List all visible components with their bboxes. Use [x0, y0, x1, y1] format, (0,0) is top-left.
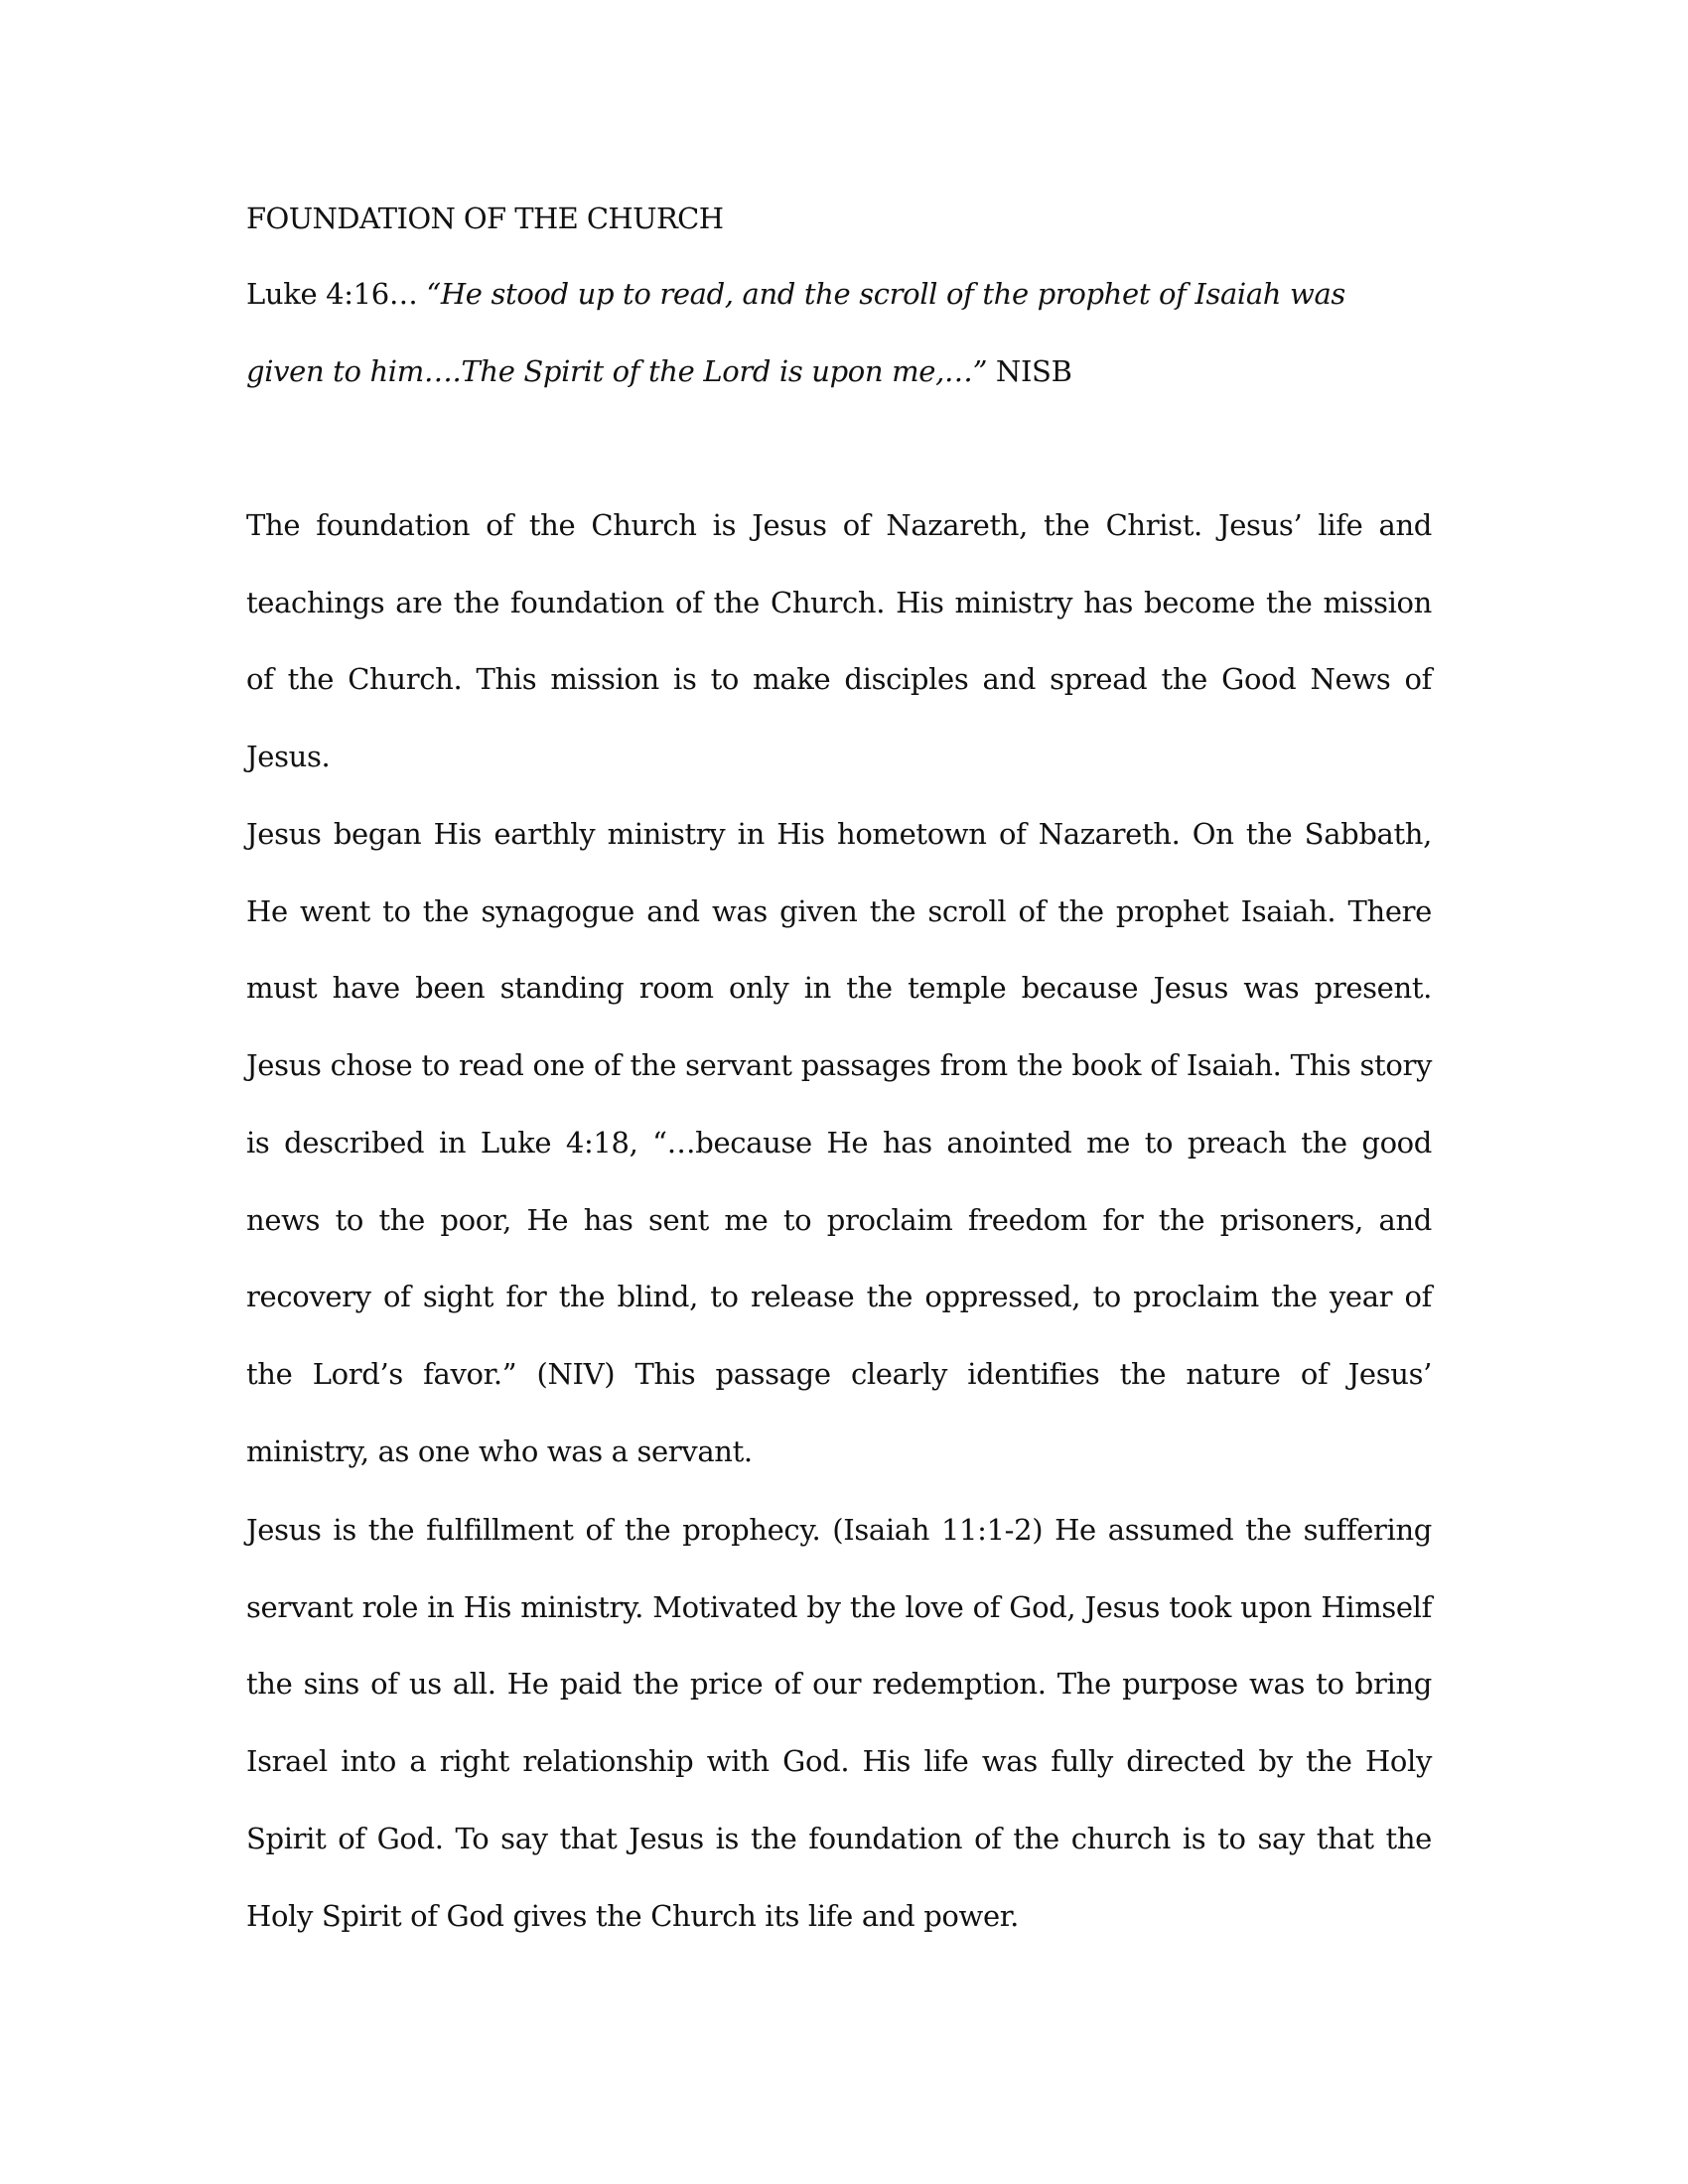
- scripture-verse: [246, 255, 1432, 410]
- paragraph-ministry: Jesus began His earthly ministry in His hometown of Nazareth. On the Sabbath, He went to the synagogue and was given the scroll of the prophet Isaiah. There must have been standing room only in the temple because Jesus was present. Jesus chose to read one of the servant passages from the book of Isaiah. This story is described in Luke 4:18, “…because He has anointed me to preach the good news to the poor, He has sent me to proclaim freedom for the prisoners, and recovery of sight for the blind, to release the oppressed, to proclaim the year of the Lord’s favor.” (NIV) This passage clearly identifies the nature of Jesus’ ministry, as one who was a servant.: [246, 817, 1432, 1468]
- verse-reference: Luke 4:16…: [246, 277, 427, 311]
- document-title: FOUNDATION OF THE CHURCH: [246, 202, 724, 235]
- paragraph-foundation: The foundation of the Church is Jesus of Nazareth, the Christ. Jesus’ life and teachings are the foundation of the Church. His ministry has become the mission of the Church. This mission is to make disciples and spread the Good News of Jesus.: [246, 508, 1432, 774]
- paragraph-prophecy: Jesus is the fulfillment of the prophecy. (Isaiah 11:1-2) He assumed the suffering servant role in His ministry. Motivated by the love of God, Jesus took upon Himself the sins of us all. He paid the price of our redemption. The purpose was to bring Israel into a right relationship with God. His life was fully directed by the Holy Spirit of God. To say that Jesus is the foundation of the church is to say that the Holy Spirit of God gives the Church its life and power.: [246, 1513, 1432, 1933]
- verse-quote: “He stood up to read, and the scroll of the prophet of Isaiah was given to him….The Spirit of the Lord is upon me,…”: [246, 277, 1345, 388]
- verse-version: NISB: [987, 354, 1072, 388]
